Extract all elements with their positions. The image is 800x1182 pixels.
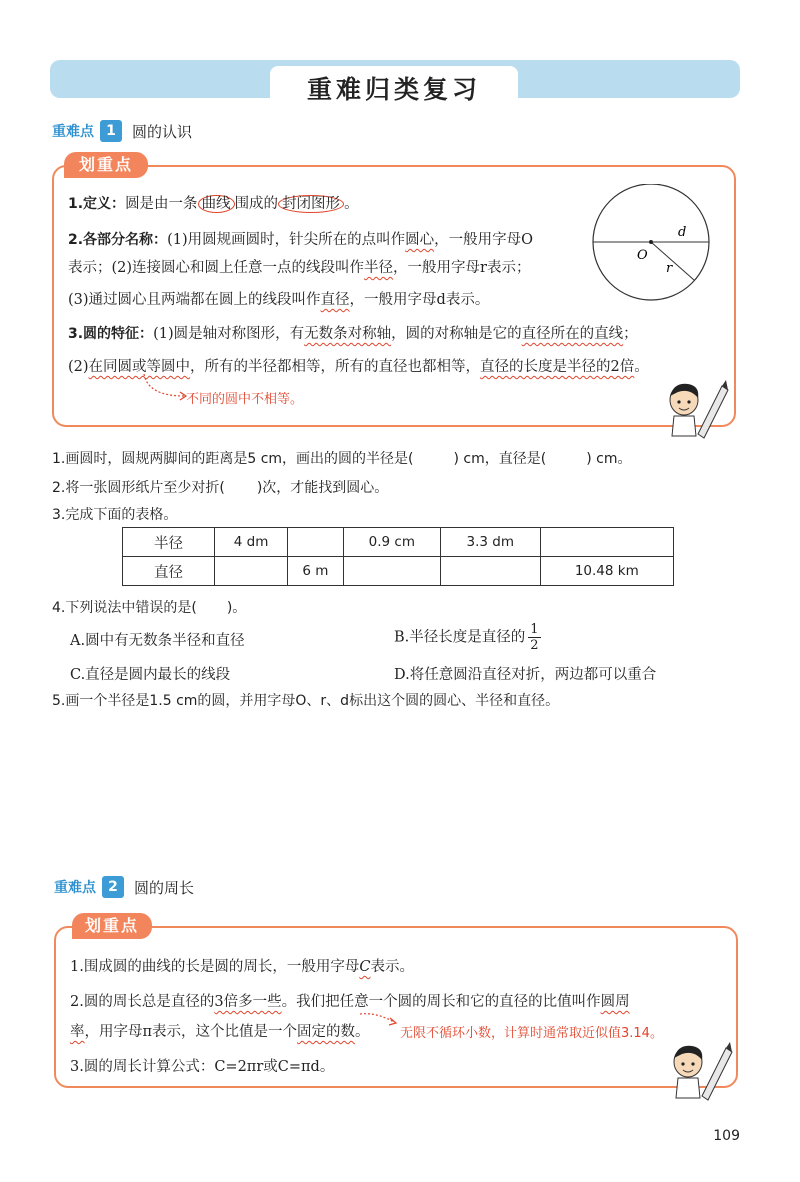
question-4 <box>52 597 246 617</box>
circled-text: 封闭图形 <box>278 195 344 213</box>
section-1-title: 圆的认识 <box>132 122 193 141</box>
table-cell[interactable] <box>440 557 540 586</box>
text: 。 <box>634 359 649 375</box>
text: (1)圆是轴对称图形，有 <box>153 326 305 342</box>
text: 表示。 <box>370 959 414 975</box>
text: ，用字母π表示，这个比值是一个 <box>84 1024 298 1040</box>
definition-label: 1.定义： <box>68 196 126 212</box>
section-2-label: 重难点 <box>54 880 96 896</box>
text: ，一般用字母d表示。 <box>349 292 490 308</box>
section-2-number: 2 <box>102 876 124 898</box>
underlined-text: 直径 <box>320 292 350 308</box>
page-title: 重难归类复习 <box>306 75 481 104</box>
question-1 <box>52 448 631 468</box>
diameter-label: d <box>678 225 687 240</box>
underlined-text: 圆心 <box>405 232 435 248</box>
circle-diagram <box>590 184 714 304</box>
text: )。 <box>226 600 247 616</box>
table-cell: 4 dm <box>215 528 288 557</box>
text: 2.将一张圆形纸片至少对折( <box>52 480 225 496</box>
section-2-title: 圆的周长 <box>134 878 195 897</box>
center-label: O <box>637 248 648 263</box>
text: (2) <box>68 359 89 375</box>
text: 1.围成圆的曲线的长是圆的 <box>70 959 244 975</box>
key-points-tag-1: 划重点 <box>64 152 148 178</box>
text: ，所有的半径都相等，所有的直径也都相等， <box>190 359 481 375</box>
underlined-text: 半径 <box>364 260 394 276</box>
parts-line-2 <box>68 256 530 277</box>
definition-line <box>68 192 359 213</box>
text: (3)通过圆心且两端都在圆上的线段叫作 <box>68 292 321 308</box>
radius-diameter-table <box>122 527 674 586</box>
text: ，一般用字母O <box>434 232 533 248</box>
key-points-tag-2: 划重点 <box>72 913 152 939</box>
denominator: 2 <box>530 638 539 653</box>
circumference-formula: 3.圆的周长计算公式：C=2πr或C=πd。 <box>70 1059 335 1075</box>
features-line-1 <box>68 322 638 343</box>
text: 。 <box>344 196 359 212</box>
section-1-label: 重难点 <box>52 124 94 140</box>
section-1-number: 1 <box>100 120 122 142</box>
underlined-text: 固定的数 <box>297 1024 356 1040</box>
underlined-text: 在同圆或等圆中 <box>88 359 191 375</box>
text: 。 <box>355 1024 370 1040</box>
text: ) cm。 <box>586 451 632 467</box>
table-cell: 0.9 cm <box>343 528 440 557</box>
annotation-arrow-icon <box>356 1010 400 1032</box>
text: 围成的 <box>234 196 279 212</box>
underlined-text: 3倍多一些 <box>214 994 282 1010</box>
text: 2.圆的周长总是直径的 <box>70 994 215 1010</box>
option-d[interactable]: D.将任意圆沿直径对折，两边都可以重合 <box>394 667 657 683</box>
section-2-header <box>54 876 194 898</box>
text: 圆是由一条 <box>125 196 198 212</box>
parts-label: 2.各部分名称： <box>68 232 168 248</box>
annotation-arrow-icon <box>140 372 190 404</box>
text: ，一般用字母r表示； <box>393 260 531 276</box>
table-cell[interactable] <box>288 528 344 557</box>
table-row <box>123 528 674 557</box>
table-row <box>123 557 674 586</box>
section-1-header <box>52 120 192 142</box>
circumference-line-1 <box>70 955 414 976</box>
underlined-text: 直径的长度是半径的2倍 <box>480 359 635 375</box>
text: )次，才能找到圆心。 <box>256 480 389 496</box>
features-label: 3.圆的特征： <box>68 326 154 342</box>
underlined-text: 无数条对称轴 <box>304 326 392 342</box>
numerator: 1 <box>530 622 539 637</box>
table-cell: 直径 <box>123 557 215 586</box>
parts-line-3 <box>68 288 489 309</box>
underlined-text: 直径所在的直线 <box>521 326 624 342</box>
option-a[interactable]: A.圆中有无数条半径和直径 <box>70 633 245 649</box>
text: 1.画圆时，圆规两脚间的距离是5 cm，画出的圆的半径是( <box>52 451 414 467</box>
table-cell: 6 m <box>288 557 344 586</box>
table-cell[interactable] <box>540 528 673 557</box>
radius-label: r <box>666 261 673 276</box>
option-b[interactable] <box>394 622 541 653</box>
table-cell: 3.3 dm <box>440 528 540 557</box>
table-cell[interactable] <box>215 557 288 586</box>
text: ，圆的对称轴是它的 <box>391 326 522 342</box>
table-cell: 半径 <box>123 528 215 557</box>
text: ，一般用字母 <box>272 959 360 975</box>
table-cell: 10.48 km <box>540 557 673 586</box>
fraction <box>528 622 540 653</box>
question-3: 3.完成下面的表格。 <box>52 507 178 523</box>
underlined-text: 率 <box>70 1024 85 1040</box>
circumference-line-2 <box>70 990 630 1011</box>
text: B.半径长度是直径的 <box>394 629 526 646</box>
text: ) cm，直径是( <box>453 451 547 467</box>
mascot-pencil-icon <box>660 378 730 440</box>
table-cell[interactable] <box>343 557 440 586</box>
text: 表示；(2)连接圆心和圆上任意一点的线段叫作 <box>68 260 365 276</box>
text: 。我们把任意一个圆的周长和它的直径的比值叫作 <box>281 994 601 1010</box>
question-2 <box>52 477 388 497</box>
underlined-text: C <box>359 959 371 975</box>
text: (1)用圆规画圆时，针尖所在的点叫作 <box>167 232 406 248</box>
option-c[interactable]: C.直径是圆内最长的线段 <box>70 667 231 683</box>
text: ； <box>623 326 638 342</box>
question-5: 5.画一个半径是1.5 cm的圆，并用字母O、r、d标出这个圆的圆心、半径和直径。 <box>52 693 560 709</box>
circumference-line-3 <box>70 1020 370 1041</box>
circled-text: 曲线 <box>198 195 235 213</box>
text: 周长 <box>243 959 273 975</box>
annotation-note-2: 无限不循环小数，计算时通常取近似值3.14。 <box>400 1026 663 1041</box>
annotation-note-1: 不同的圆中不相等。 <box>186 392 304 407</box>
text: 4.下列说法中错误的是( <box>52 600 197 616</box>
parts-line-1 <box>68 228 533 249</box>
page-number: 109 <box>713 1128 740 1144</box>
mascot-pencil-icon <box>664 1040 734 1102</box>
underlined-text: 圆周 <box>600 994 630 1010</box>
